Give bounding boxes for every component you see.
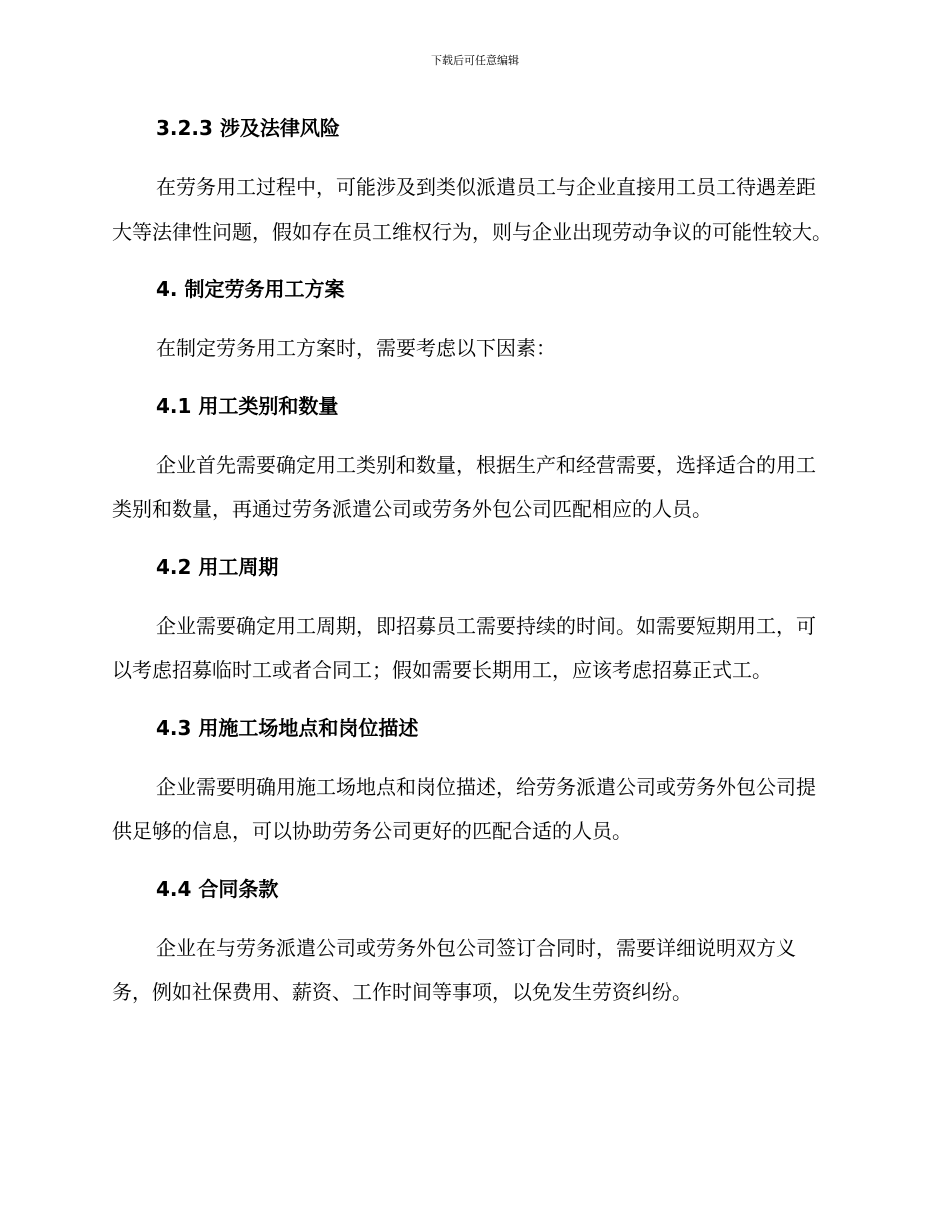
section-heading-4-1: 4.1 用工类别和数量 <box>156 393 339 418</box>
section-heading-3-2-3: 3.2.3 涉及法律风险 <box>156 116 340 140</box>
section-heading-4-4: 4.4 合同条款 <box>156 876 279 901</box>
section-paragraph-4-1: 企业首先需要确定用工类别和数量，根据生产和经营需要，选择适合的用工类别和数量，再通过劳务派遣公司或劳务外包公司匹配相应的人员。 <box>112 452 816 521</box>
section-heading-4-3: 4.3 用施工场地点和岗位描述 <box>156 715 419 740</box>
section-paragraph-4-2: 企业需要确定用工周期，即招募员工需要持续的时间。如需要短期用工，可以考虑招募临时工或者合同工；假如需要长期用工，应该考虑招募正式工。 <box>112 613 816 682</box>
page-header-note: 下载后可任意编辑 <box>431 54 519 67</box>
section-heading-4-2: 4.2 用工周期 <box>156 554 279 579</box>
section-paragraph-4-3: 企业需要明确用施工场地点和岗位描述，给劳务派遣公司或劳务外包公司提供足够的信息，可以协助劳务公司更好的匹配合适的人员。 <box>112 774 816 843</box>
section-heading-4: 4. 制定劳务用工方案 <box>156 277 345 301</box>
section-paragraph-4-4: 企业在与劳务派遣公司或劳务外包公司签订合同时，需要详细说明双方义务，例如社保费用、薪资、工作时间等事项，以免发生劳资纠纷。 <box>112 935 796 1004</box>
section-paragraph-4: 在制定劳务用工方案时，需要考虑以下因素： <box>156 336 556 360</box>
document-body <box>112 112 832 1015</box>
section-paragraph-3-2-3: 在劳务用工过程中，可能涉及到类似派遣员工与企业直接用工员工待遇差距大等法律性问题，假如存在员工维权行为，则与企业出现劳动争议的可能性较大。 <box>112 175 832 244</box>
